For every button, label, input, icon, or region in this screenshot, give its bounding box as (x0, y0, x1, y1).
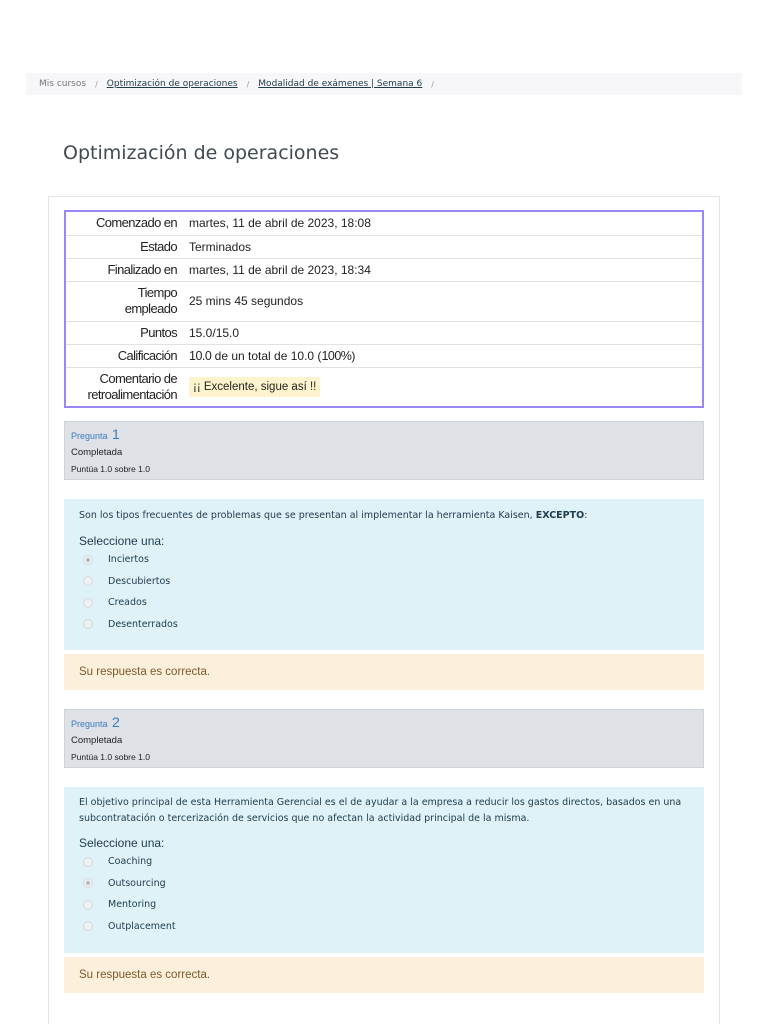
summary-label: Tiempo empleado (124, 285, 177, 316)
summary-label: Comentario de retroalimentación (87, 370, 177, 402)
summary-value: martes, 11 de abril de 2023, 18:34 (189, 262, 371, 277)
answer-option[interactable] (79, 549, 689, 571)
breadcrumb-separator: / (95, 79, 98, 89)
summary-row-grade (65, 344, 703, 367)
question-2-feedback: Su respuesta es correcta. (64, 957, 704, 993)
summary-value: 15.0/15.0 (189, 325, 240, 340)
answer-options (79, 549, 689, 635)
answer-options (79, 851, 689, 937)
radio-selected-icon[interactable] (83, 555, 93, 565)
summary-value: 25 mins 45 segundos (189, 294, 304, 308)
grade-value: 10.0 (189, 348, 212, 363)
answer-option[interactable] (79, 571, 689, 593)
answer-option[interactable] (79, 614, 689, 636)
question-text-end: : (584, 510, 588, 521)
option-label: Outplacement (108, 920, 176, 932)
question-label: Pregunta (71, 431, 108, 441)
question-1-info (64, 421, 704, 480)
breadcrumb-separator: / (431, 79, 434, 89)
question-text: El objetivo principal de esta Herramienta Gerencial es el de ayudar a la empresa a reducir los gastos directos, basados en una subcontratación o tercerización de servicios que no afectan la actividad principal de la misma. (79, 797, 682, 824)
summary-value: Terminados (189, 239, 252, 254)
summary-label: Calificación (117, 347, 177, 363)
option-label: Inciertos (108, 554, 149, 566)
question-text (79, 508, 689, 524)
answer-prompt: Seleccione una: (79, 534, 165, 548)
question-label: Pregunta (71, 719, 108, 729)
radio-icon[interactable] (83, 857, 93, 867)
question-1-content (64, 499, 704, 650)
question-grade: Puntúa 1.0 sobre 1.0 (71, 752, 150, 762)
question-state: Completada (71, 447, 123, 458)
radio-icon[interactable] (83, 921, 93, 931)
breadcrumb-separator: / (246, 79, 250, 89)
question-2-info (64, 709, 704, 768)
option-label: Coaching (108, 856, 153, 868)
summary-value (183, 367, 703, 407)
breadcrumb-my-courses[interactable]: Mis cursos (39, 79, 87, 89)
grade-percent: 100% (321, 348, 352, 363)
question-text-main: Son los tipos frecuentes de problemas que se presentan al implementar la herramienta Kaisen, (79, 510, 536, 521)
radio-icon[interactable] (83, 598, 93, 608)
breadcrumb-course-link[interactable]: Optimización de operaciones (106, 79, 238, 89)
page-title: Optimización de operaciones (63, 142, 340, 164)
option-label: Desenterrados (108, 618, 178, 630)
radio-icon[interactable] (83, 900, 93, 910)
feedback-badge: ¡¡ Excelente, sigue así !! (189, 377, 320, 397)
breadcrumb-exam-link[interactable]: Modalidad de exámenes | Semana 6 (258, 79, 423, 89)
radio-icon[interactable] (83, 619, 93, 629)
answer-option[interactable] (79, 873, 689, 895)
question-number: 1 (111, 426, 120, 442)
answer-option[interactable] (79, 592, 689, 614)
summary-value: martes, 11 de abril de 2023, 18:08 (189, 216, 371, 231)
answer-prompt: Seleccione una: (79, 836, 165, 850)
summary-label: Estado (140, 238, 177, 254)
breadcrumb (26, 73, 742, 95)
question-state: Completada (71, 735, 123, 746)
summary-row-started (65, 211, 703, 235)
summary-row-state (65, 235, 703, 258)
summary-row-finished (65, 258, 703, 281)
answer-option[interactable] (79, 894, 689, 916)
summary-label: Comenzado en (96, 215, 177, 231)
summary-row-time-taken (65, 281, 703, 321)
summary-label: Finalizado en (107, 261, 177, 277)
summary-row-feedback (65, 367, 703, 407)
grade-close: ) (351, 348, 356, 363)
quiz-summary-table (64, 210, 704, 408)
option-label: Mentoring (108, 899, 157, 911)
radio-selected-icon[interactable] (83, 878, 93, 888)
answer-option[interactable] (79, 851, 689, 873)
grade-total: de un total de 10.0 ( (211, 348, 322, 363)
summary-label: Puntos (140, 324, 177, 340)
option-label: Descubiertos (108, 575, 171, 587)
question-grade: Puntúa 1.0 sobre 1.0 (71, 464, 150, 474)
answer-option[interactable] (79, 916, 689, 938)
summary-value (183, 344, 703, 367)
question-number: 2 (111, 714, 120, 730)
question-text-emphasis: EXCEPTO (535, 510, 585, 521)
summary-row-points (65, 321, 703, 344)
option-label: Creados (108, 597, 147, 609)
question-1-feedback: Su respuesta es correcta. (64, 654, 704, 690)
question-2-content (64, 787, 704, 953)
option-label: Outsourcing (108, 877, 166, 889)
radio-icon[interactable] (83, 576, 93, 586)
